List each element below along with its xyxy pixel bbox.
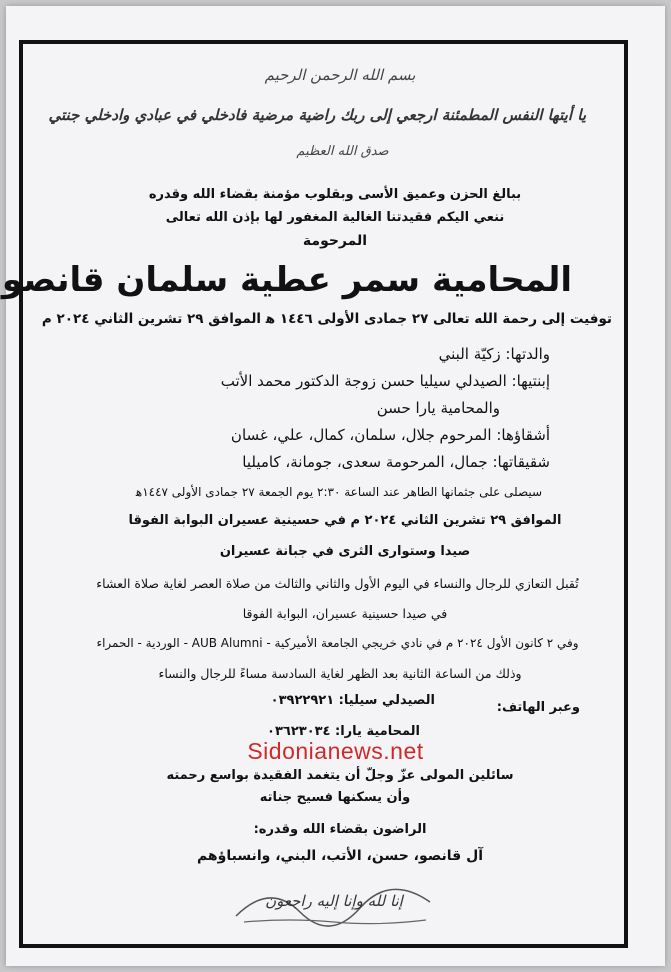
phone-celia: الصيدلي سيليا: ٠٣٩٢٢٩٢١ bbox=[270, 693, 435, 708]
prayer-line-1: سيصلى على جثمانها الطاهر عند الساعة ٢:٣٠ يوم الجمعة ٢٧ جمادى الأولى ١٤٤٧ﻫ bbox=[135, 485, 543, 499]
family-mother: والدتها: زكيّة البني bbox=[438, 345, 550, 363]
radun-label: الراضون بقضاء الله وقدره: bbox=[253, 822, 427, 837]
calligraphy-ornament bbox=[230, 872, 438, 928]
intro-line-2: ننعي اليكم فقيدتنا الغالية المغفور لها بإذن الله تعالى bbox=[165, 210, 505, 225]
basmala: بسم الله الرحمن الرحيم bbox=[264, 66, 416, 84]
marhuma-label: المرحومة bbox=[302, 233, 368, 249]
phone-label: وعبر الهاتف: bbox=[496, 700, 580, 715]
final-verse: إنا لله وإنا إليه راجعون bbox=[265, 892, 403, 910]
family-daughters-1: إبنتيها: الصيدلي سيليا حسن زوجة الدكتور محمد الأتب bbox=[220, 372, 550, 390]
deceased-name: المحامية سمر عطية سلمان قانصو bbox=[1, 260, 572, 300]
prayer-line-3: صيدا وستوارى الثرى في جبانة عسيران bbox=[219, 544, 471, 559]
condolence-line-4: وذلك من الساعة الثانية بعد الظهر لغاية السادسة مساءً للرجال والنساء bbox=[158, 666, 522, 681]
death-date: توفيت إلى رحمة الله تعالى ٢٧ جمادى الأولى ١٤٤٦ ﻫ الموافق ٢٩ تشرين الثاني ٢٠٢٤ م bbox=[41, 311, 612, 327]
intro-line-1: ببالغ الحزن وعميق الأسى وبقلوب مؤمنة بقضاء الله وقدره bbox=[148, 187, 522, 202]
sadaqa-text: صدق الله العظيم bbox=[296, 144, 389, 159]
family-brothers: أشقاؤها: المرحوم جلال، سلمان، كمال، علي، غسان bbox=[230, 426, 550, 444]
closing-line-2: وأن يسكنها فسيح جناته bbox=[259, 790, 411, 805]
condolence-line-3: وفي ٢ كانون الأول ٢٠٢٤ م في نادي خريجي الجامعة الأميركية - AUB Alumni - الوردية - الحمراء bbox=[96, 636, 579, 650]
phone-yara: المحامية يارا: ٠٣٦٢٣٠٣٤ bbox=[267, 724, 420, 739]
condolence-line-1: تُقبل التعازي للرجال والنساء في اليوم الأول والثاني والثالث من صلاة العصر لغاية صلاة العشاء bbox=[96, 576, 579, 591]
prayer-line-2: الموافق ٢٩ تشرين الثاني ٢٠٢٤ م في حسينية عسيران البوابة الفوقا bbox=[128, 513, 562, 528]
quranic-verse: يا أيتها النفس المطمئنة ارجعي إلى ربك راضية مرضية فادخلي في عبادي وادخلي جنتي bbox=[48, 106, 586, 124]
families-list: آل قانصو، حسن، الأتب، البني، وانسباؤهم bbox=[196, 848, 484, 864]
closing-line-1: سائلين المولى عزّ وجلّ أن يتغمد الفقيدة بواسع رحمته bbox=[166, 768, 514, 783]
family-sisters: شقيقاتها: جمال، المرحومة سعدى، جومانة، كاميليا bbox=[242, 453, 550, 471]
condolence-line-2: في صيدا حسينية عسيران، البوابة الفوقا bbox=[242, 606, 448, 621]
family-daughters-2: والمحامية يارا حسن bbox=[376, 399, 500, 417]
site-watermark: Sidonianews.net bbox=[247, 738, 424, 764]
